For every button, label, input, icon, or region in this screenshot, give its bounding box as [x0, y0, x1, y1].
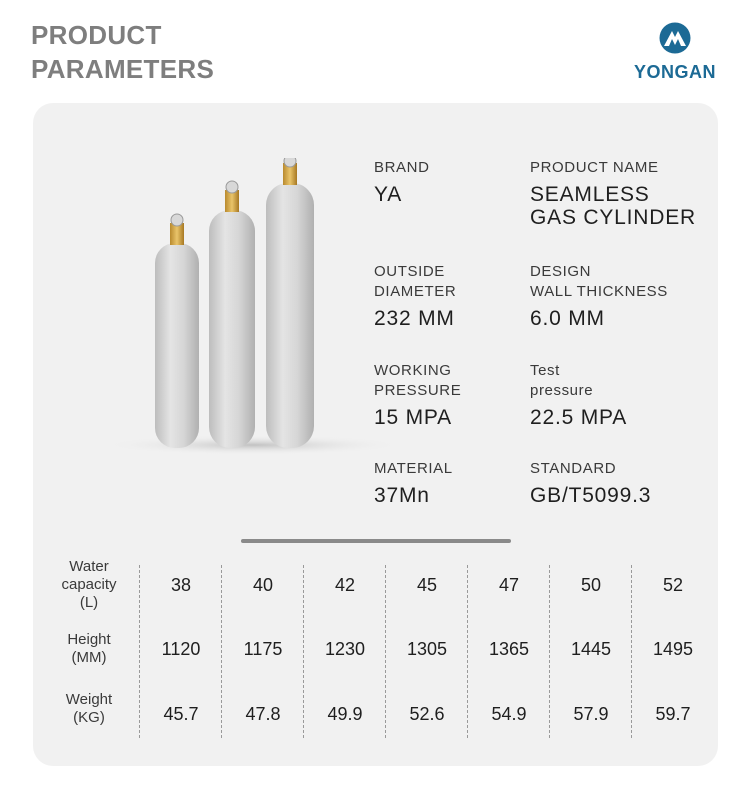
param-label: BRAND [374, 159, 430, 176]
param-value: 37Mn [374, 484, 430, 507]
row-label-height [51, 631, 127, 667]
label-line-2: (KG) [73, 709, 105, 726]
param-brand [374, 158, 430, 206]
label-line-1: OUTSIDE [374, 263, 445, 280]
value-line-2: GAS CYLINDER [530, 206, 696, 229]
label-line-2: PRESSURE [374, 382, 462, 399]
table-cell: 57.9 [573, 704, 609, 724]
param-value: GB/T5099.3 [530, 484, 652, 507]
table-cell: 49.9 [327, 704, 363, 724]
param-outside-diameter [374, 262, 456, 330]
table-cell: 1495 [652, 639, 694, 659]
label-line-3: (L) [79, 594, 99, 611]
param-design-wall-thickness [530, 262, 668, 330]
param-value: 6.0 MM [530, 307, 605, 330]
table-cell: 1305 [406, 639, 448, 659]
table-cell: 38 [170, 575, 192, 595]
table-cell: 42 [334, 575, 356, 595]
table-cell: 1445 [570, 639, 612, 659]
param-label: MATERIAL [374, 460, 453, 477]
param-value [530, 183, 696, 229]
row-label-weight [51, 691, 127, 727]
label-line-1: WORKING [374, 362, 452, 379]
label-line-1: DESIGN [530, 263, 592, 280]
cylinder-medium [209, 181, 255, 448]
row-label-water-capacity [51, 558, 127, 612]
param-label: STANDARD [530, 460, 617, 477]
table-cell: 40 [252, 575, 274, 595]
spec-table [33, 551, 718, 751]
param-standard [530, 459, 651, 507]
label-line-2: DIAMETER [374, 283, 457, 300]
label-line-2: pressure [530, 382, 594, 399]
param-test-pressure [530, 361, 627, 429]
label-line-1: Height [67, 631, 111, 648]
param-label [374, 262, 456, 302]
value-line-1: SEAMLESS [530, 183, 650, 206]
label-line-2: (MM) [71, 649, 107, 666]
table-cell: 1230 [324, 639, 366, 659]
param-value: YA [374, 183, 403, 206]
param-working-pressure [374, 361, 461, 429]
parameters-panel [33, 103, 718, 766]
table-cell: 52.6 [409, 704, 445, 724]
table-cell: 1365 [488, 639, 530, 659]
table-cell: 1120 [161, 639, 201, 659]
param-label [530, 361, 627, 401]
label-line-2: capacity [61, 576, 117, 593]
brand-logo [628, 22, 722, 82]
title-line-1: PRODUCT [31, 20, 162, 50]
label-line-1: Water [69, 558, 109, 575]
table-cell: 59.7 [655, 704, 691, 724]
param-value: 22.5 MPA [530, 406, 628, 429]
table-cell: 47.8 [245, 704, 281, 724]
label-line-1: Weight [65, 691, 113, 708]
param-value: 232 MM [374, 307, 455, 330]
table-cell: 52 [662, 575, 684, 595]
table-cell: 54.9 [491, 704, 527, 724]
param-label: PRODUCT NAME [530, 159, 659, 176]
label-line-2: WALL THICKNESS [530, 283, 668, 300]
table-cell: 1175 [243, 639, 283, 659]
gas-cylinders-image [103, 158, 393, 458]
table-cell: 45.7 [163, 704, 199, 724]
param-label [530, 262, 668, 302]
yongan-logo-icon [659, 22, 691, 54]
table-cell: 45 [416, 575, 438, 595]
param-material [374, 459, 453, 507]
param-value: 15 MPA [374, 406, 452, 429]
label-line-1: Test [530, 362, 560, 379]
table-cell: 47 [498, 575, 520, 595]
param-product-name [530, 158, 696, 229]
cylinder-small [155, 214, 199, 448]
page-title [31, 18, 214, 86]
cylinder-large [266, 158, 314, 448]
logo-text: YONGAN [633, 62, 716, 82]
param-label [374, 361, 461, 401]
section-divider [241, 539, 511, 543]
title-line-2: PARAMETERS [31, 54, 215, 84]
table-cell: 50 [580, 575, 602, 595]
